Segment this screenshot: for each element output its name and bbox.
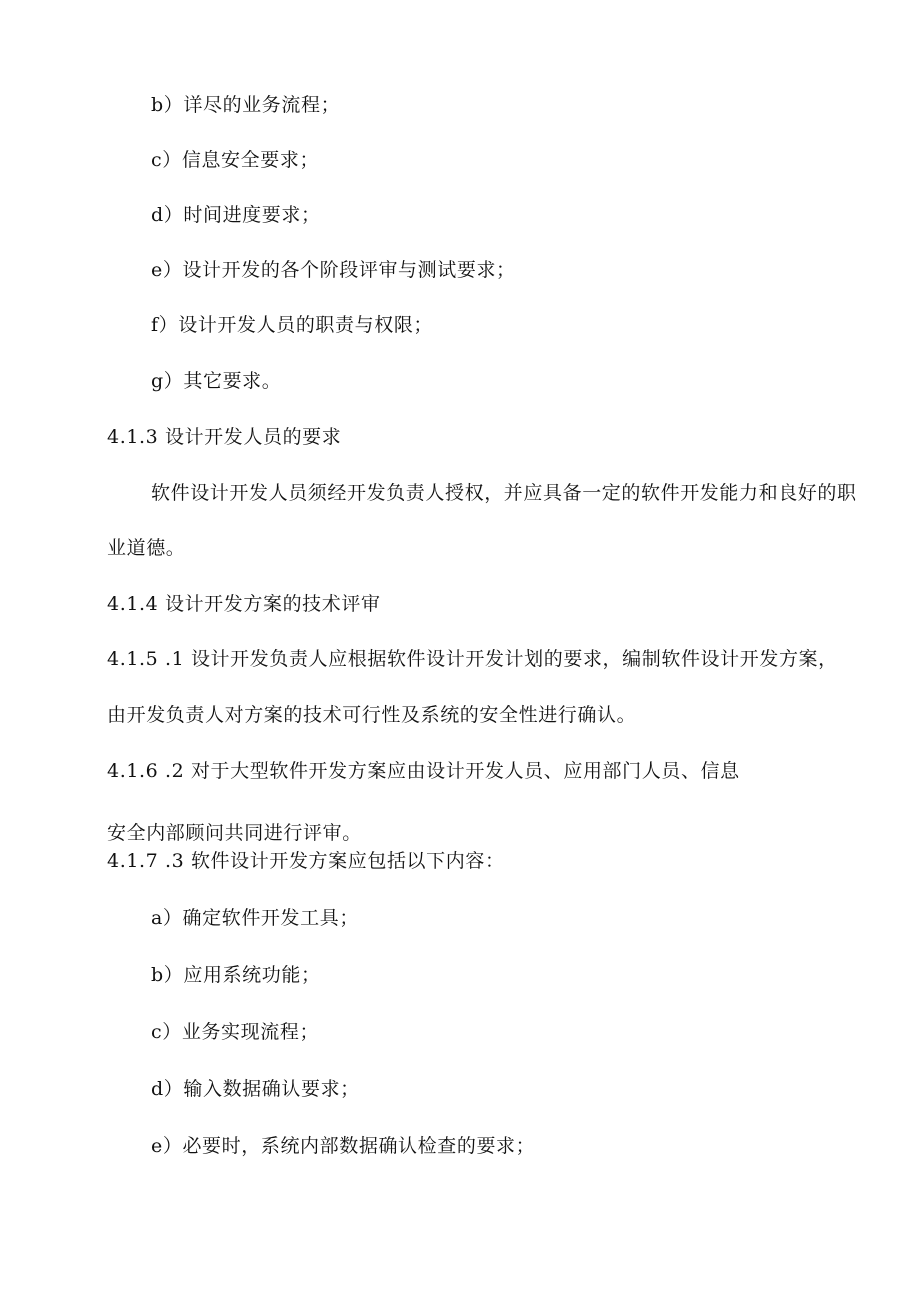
section-4-1-6-line2: 安全内部顾问共同进行评审。 [107, 822, 362, 844]
section-4-1-6-line1: 4.1.6 .2 对于大型软件开发方案应由设计开发人员、应用部门人员、信息 [107, 760, 740, 782]
list-item-c-business-flow: c）业务实现流程； [151, 1021, 320, 1043]
paragraph-4-1-3-line2: 业道德。 [107, 537, 186, 559]
list-item-g-other: g）其它要求。 [151, 370, 282, 392]
list-item-e-internal-data-check: e）必要时，系统内部数据确认检查的要求； [151, 1135, 536, 1157]
section-heading-4-1-3: 4.1.3 设计开发人员的要求 [107, 426, 342, 448]
list-item-c-security-requirements: c）信息安全要求； [151, 149, 320, 171]
list-item-d-schedule-requirements: d）时间进度要求； [151, 204, 321, 226]
list-item-d-input-validation: d）输入数据确认要求； [151, 1078, 360, 1100]
list-item-b-business-process: b）详尽的业务流程； [151, 94, 341, 116]
paragraph-4-1-3-line1: 软件设计开发人员须经开发负责人授权，并应具备一定的软件开发能力和良好的职 [151, 482, 857, 504]
section-4-1-5-line1: 4.1.5 .1 设计开发负责人应根据软件设计开发计划的要求，编制软件设计开发方案， [107, 648, 838, 670]
section-heading-4-1-4: 4.1.4 设计开发方案的技术评审 [107, 593, 381, 615]
list-item-b-system-functions: b）应用系统功能； [151, 964, 321, 986]
section-heading-4-1-7: 4.1.7 .3 软件设计开发方案应包括以下内容： [107, 850, 505, 872]
list-item-e-review-test-requirements: e）设计开发的各个阶段评审与测试要求； [151, 259, 516, 281]
section-4-1-5-line2: 由开发负责人对方案的技术可行性及系统的安全性进行确认。 [107, 704, 637, 726]
list-item-f-responsibilities: f）设计开发人员的职责与权限； [151, 314, 434, 336]
list-item-a-dev-tools: a）确定软件开发工具； [151, 907, 359, 929]
